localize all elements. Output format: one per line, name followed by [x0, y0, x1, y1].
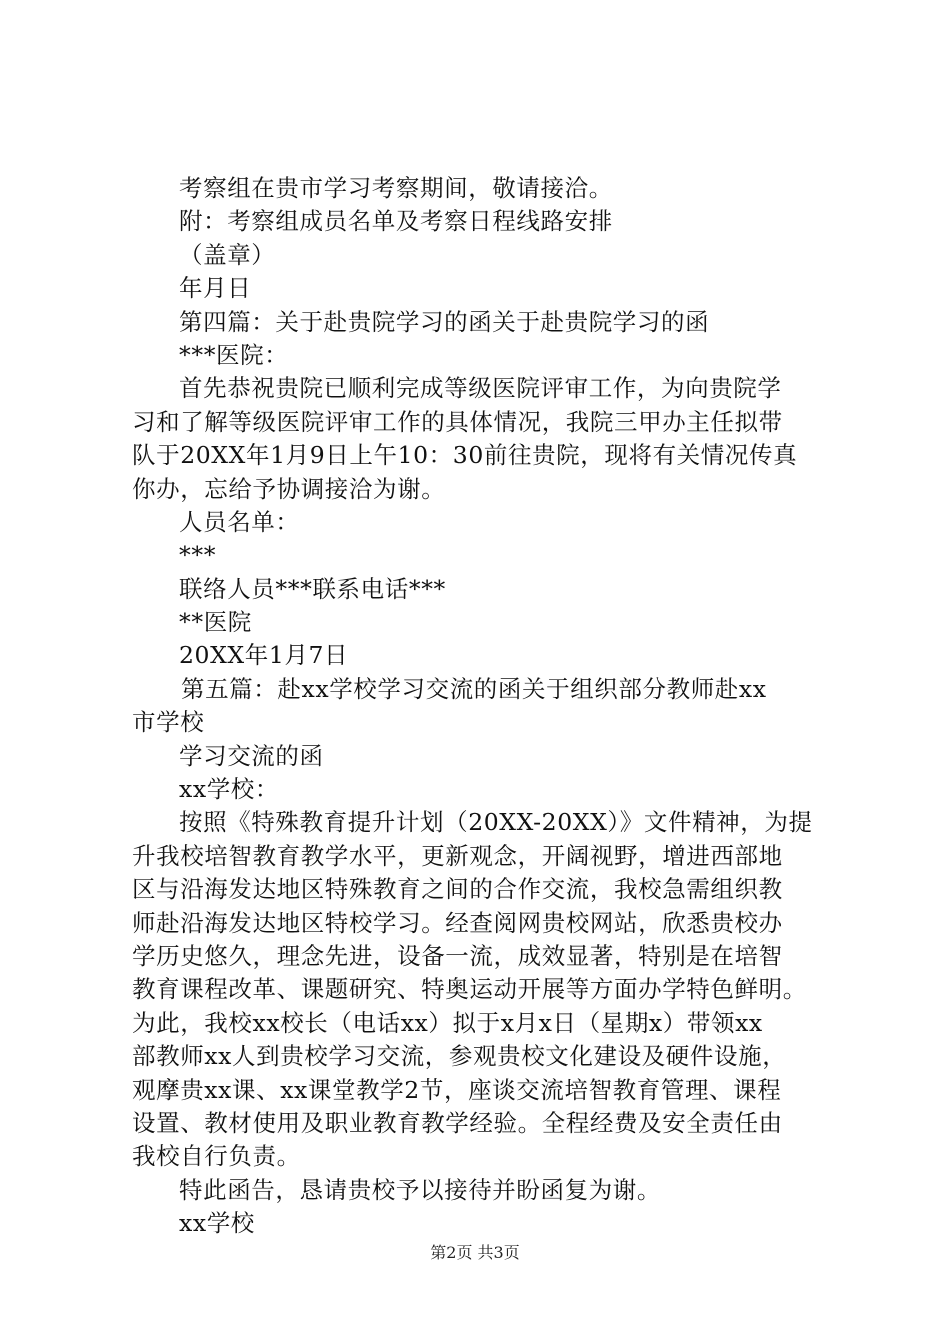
text-line: 学历史悠久，理念先进，设备一流，成效显著，特别是在培智 [132, 941, 783, 970]
text-line: 考察组在贵市学习考察期间，敬请接洽。 [179, 174, 613, 202]
text-line: **医院 [179, 608, 252, 637]
text-line: 年月日 [179, 274, 252, 303]
text-line: 联络人员***联系电话*** [179, 574, 446, 603]
text-line: 为此，我校xx校长（电话xx）拟于x月x日（星期x）带领xx [132, 1008, 763, 1037]
text-line: 附：考察组成员名单及考察日程线路安排 [179, 207, 613, 236]
text-line: 队于20XX年1月9日上午10：30前往贵院，现将有关情况传真 [132, 441, 798, 470]
text-line: 人员名单： [179, 507, 300, 536]
section-heading: 第四篇：关于赴贵院学习的函关于赴贵院学习的函 [179, 307, 710, 336]
text-line: 首先恭祝贵院已顺利完成等级医院评审工作，为向贵院学 [179, 374, 782, 403]
text-line: 升我校培智教育教学水平，更新观念，开阔视野，增进西部地 [132, 841, 783, 870]
text-line: （盖章） [179, 240, 276, 269]
text-line: 师赴沿海发达地区特校学习。经查阅网贵校网站，欣悉贵校办 [132, 908, 783, 937]
salutation: ***医院： [179, 340, 289, 369]
signature-line: xx学校 [179, 1209, 255, 1238]
section-heading-cont: 市学校 [132, 708, 205, 737]
date-line: 20XX年1月7日 [179, 641, 349, 670]
text-line: 我校自行负责。 [132, 1142, 301, 1171]
page-footer [0, 1242, 950, 1264]
text-line: 学习交流的函 [179, 741, 324, 770]
section-heading: 第五篇：赴xx学校学习交流的函关于组织部分教师赴xx [181, 674, 767, 703]
text-line: 习和了解等级医院评审工作的具体情况，我院三甲办主任拟带 [132, 407, 783, 436]
text-line: 设置、教材使用及职业教育教学经验。全程经费及安全责任由 [132, 1108, 783, 1137]
text-line: *** [179, 541, 217, 570]
text-line: 观摩贵xx课、xx课堂教学2节，座谈交流培智教育管理、课程 [132, 1075, 782, 1104]
document-body [132, 172, 832, 1241]
text-line: 部教师xx人到贵校学习交流，参观贵校文化建设及硬件设施， [132, 1042, 787, 1071]
text-line: 区与沿海发达地区特殊教育之间的合作交流，我校急需组织教 [132, 875, 783, 904]
text-line: 特此函告，恳请贵校予以接待并盼函复为谢。 [179, 1175, 661, 1204]
text-line: 按照《特殊教育提升计划（20XX-20XX）》文件精神，为提 [179, 808, 813, 837]
text-line: 你办，忘给予协调接洽为谢。 [132, 474, 446, 503]
page-number-label: 第2页 共3页 [430, 1243, 520, 1262]
salutation: xx学校： [179, 775, 280, 804]
text-line: 教育课程改革、课题研究、特奥运动开展等方面办学特色鲜明。 [132, 975, 807, 1004]
